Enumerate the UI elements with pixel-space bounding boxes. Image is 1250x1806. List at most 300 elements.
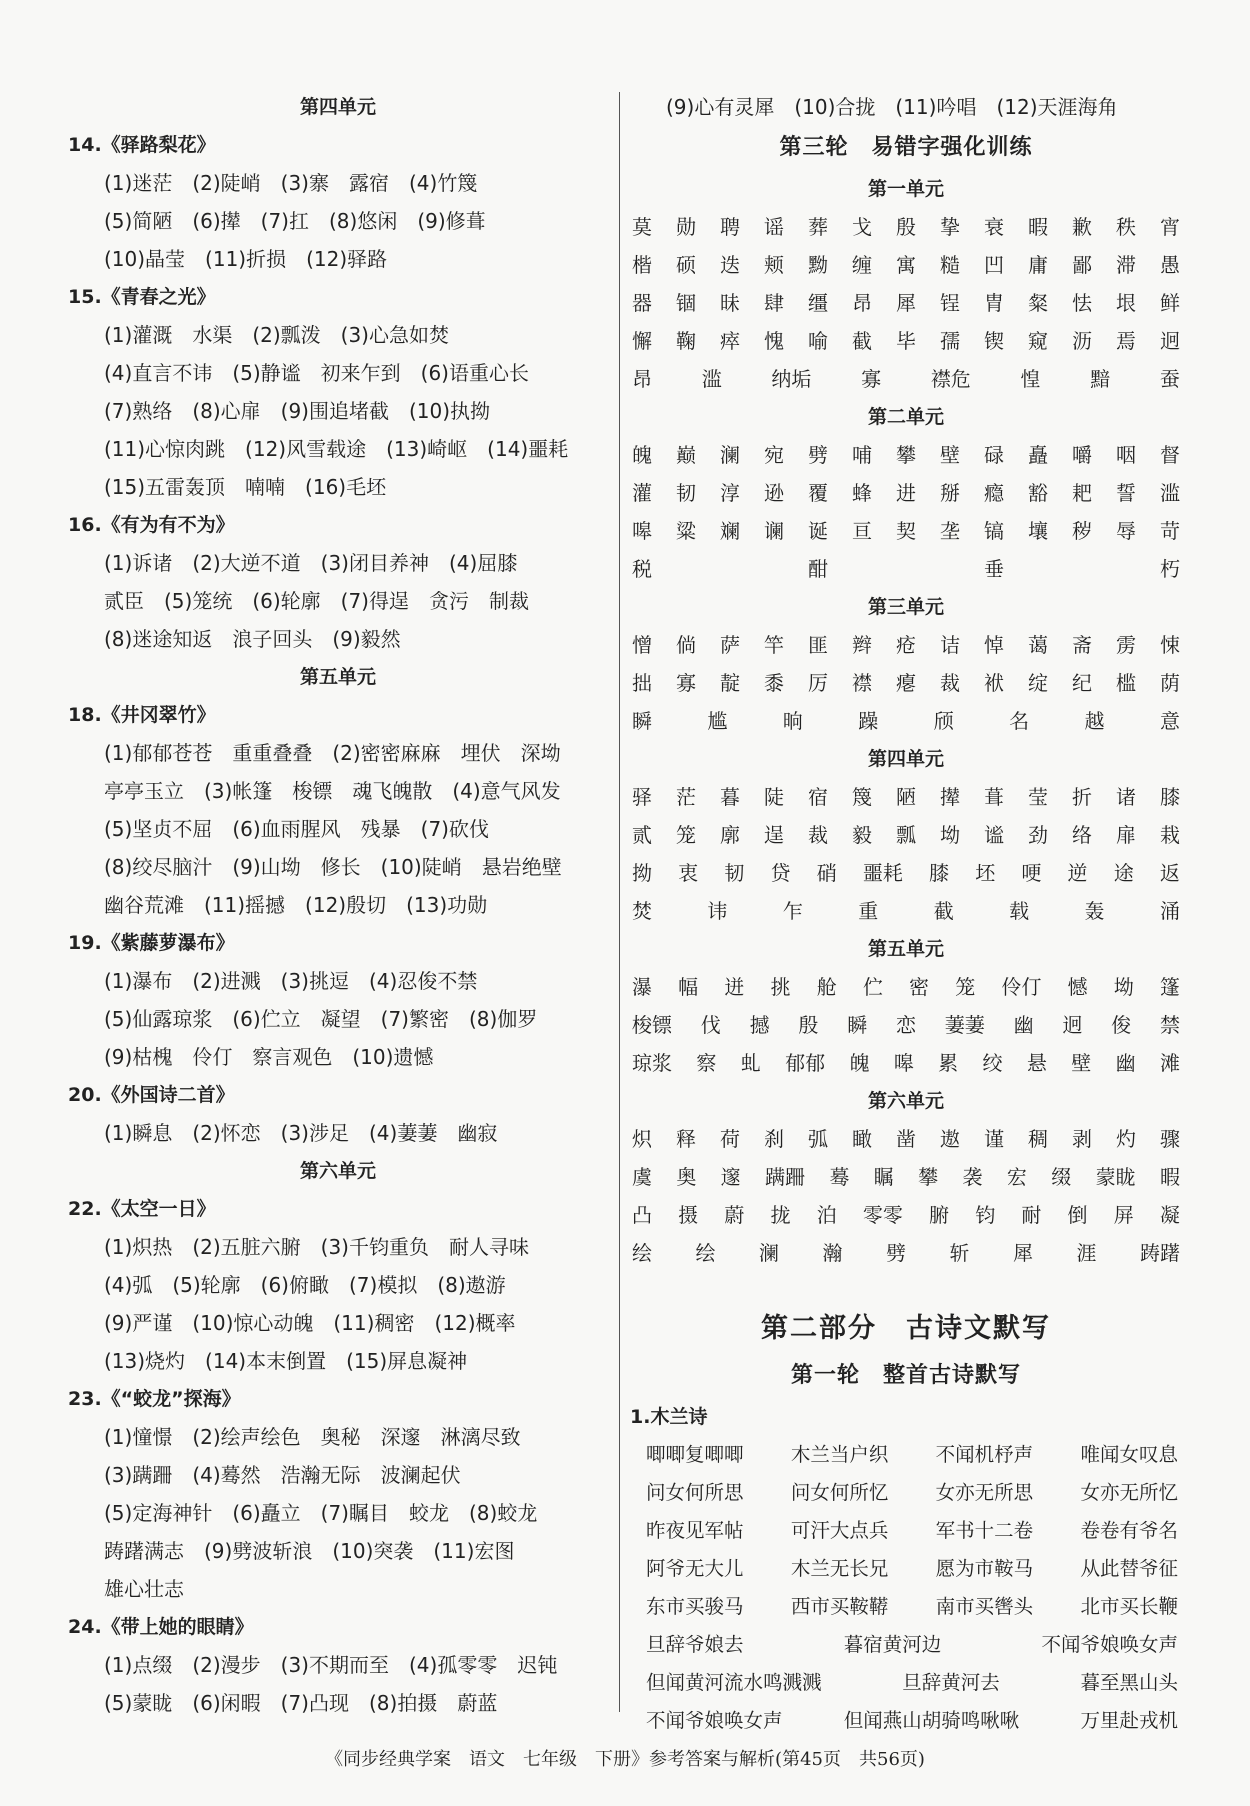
char-item: 络 bbox=[1072, 823, 1092, 847]
char-item: 谨 bbox=[984, 1127, 1004, 1151]
char-row bbox=[630, 664, 1182, 702]
char-row bbox=[630, 1196, 1182, 1234]
char-row bbox=[630, 550, 1182, 588]
char-item: 伫 bbox=[862, 975, 883, 999]
char-item: 黍 bbox=[764, 671, 784, 695]
char-item: 裁 bbox=[808, 823, 828, 847]
char-item: 拗 bbox=[632, 861, 652, 885]
char-item: 重 bbox=[858, 899, 879, 923]
poem-phrase: 女亦无所忆 bbox=[1080, 1481, 1178, 1504]
char-item: 谧 bbox=[984, 823, 1004, 847]
char-item: 纳垢 bbox=[771, 367, 812, 391]
char-item: 劈 bbox=[886, 1241, 906, 1265]
answer-line: (4)弧 (5)轮廓 (6)俯瞰 (7)模拟 (8)遨游 bbox=[104, 1273, 506, 1297]
poem-phrase: 阿爷无大儿 bbox=[646, 1557, 744, 1580]
char-item: 魄 bbox=[632, 443, 652, 467]
lesson-title: 19.《紫藤萝瀑布》 bbox=[68, 932, 235, 954]
char-item: 憾 bbox=[1067, 975, 1088, 999]
char-item: 俊 bbox=[1111, 1013, 1132, 1037]
poem-line bbox=[630, 1588, 1182, 1626]
char-item: 誓 bbox=[1116, 481, 1136, 505]
char-item: 胄 bbox=[984, 291, 1004, 315]
answer-line: (11)心惊肉跳 (12)风雪载途 (13)崎岖 (14)噩耗 bbox=[104, 437, 569, 461]
char-item: 剥 bbox=[1072, 1127, 1092, 1151]
char-item: 伶仃 bbox=[1001, 975, 1042, 999]
char-item: 匪 bbox=[808, 633, 828, 657]
char-item: 滩 bbox=[1159, 1051, 1180, 1075]
char-item: 贰 bbox=[632, 823, 652, 847]
char-item: 逆 bbox=[1067, 861, 1088, 885]
char-item: 荫 bbox=[1160, 671, 1180, 695]
char-row bbox=[630, 284, 1182, 322]
answer-line: 雄心壮志 bbox=[104, 1577, 184, 1601]
poem-phrase: 愿为市鞍马 bbox=[935, 1557, 1034, 1580]
char-item: 越 bbox=[1084, 709, 1105, 733]
poem-phrase: 东市买骏马 bbox=[646, 1595, 744, 1618]
char-item: 篷 bbox=[1159, 975, 1180, 999]
char-item: 庸 bbox=[1028, 253, 1048, 277]
char-item: 鄙 bbox=[1072, 253, 1092, 277]
answer-line: (13)烧灼 (14)本末倒置 (15)屏息凝神 bbox=[104, 1349, 468, 1373]
char-item: 乍 bbox=[782, 899, 803, 923]
char-item: 斋 bbox=[1072, 633, 1092, 657]
char-row bbox=[630, 1006, 1182, 1044]
char-item: 尴 bbox=[707, 709, 728, 733]
char-item: 碌 bbox=[984, 443, 1004, 467]
poem-phrase: 但闻燕山胡骑鸣啾啾 bbox=[843, 1709, 1020, 1732]
part-title: 第二部分 古诗文默写 bbox=[761, 1313, 1051, 1344]
char-item: 迥 bbox=[1160, 329, 1180, 353]
char-item: 虞 bbox=[632, 1165, 652, 1189]
char-item: 殷 bbox=[896, 215, 916, 239]
poem-phrase: 从此替爷征 bbox=[1080, 1557, 1178, 1580]
char-item: 滞 bbox=[1116, 253, 1136, 277]
round-title: 第三轮 易错字强化训练 bbox=[779, 135, 1033, 160]
char-item: 宵 bbox=[1160, 215, 1180, 239]
char-item: 虬 bbox=[740, 1051, 761, 1075]
char-item: 朽 bbox=[1160, 557, 1180, 581]
poem-phrase: 西市买鞍鞯 bbox=[790, 1595, 889, 1618]
char-item: 粱 bbox=[676, 519, 696, 543]
char-item: 幽 bbox=[1115, 1051, 1136, 1075]
char-item: 讳 bbox=[707, 899, 728, 923]
char-item: 撼 bbox=[749, 1013, 770, 1037]
char-item: 豁 bbox=[1028, 481, 1048, 505]
answer-line: 贰臣 (5)笼统 (6)轮廓 (7)得逞 贪污 制裁 bbox=[104, 589, 529, 613]
char-item: 瞬 bbox=[632, 709, 652, 733]
char-row bbox=[630, 968, 1182, 1006]
char-item: 迸 bbox=[724, 975, 745, 999]
lesson-title: 16.《有为有不为》 bbox=[68, 514, 235, 536]
poem-phrase: 北市买长鞭 bbox=[1080, 1595, 1178, 1618]
char-item: 谰 bbox=[764, 519, 784, 543]
char-item: 暇 bbox=[1028, 215, 1048, 239]
poem-phrase: 但闻黄河流水鸣溅溅 bbox=[646, 1671, 822, 1694]
poem-phrase: 卷卷有爷名 bbox=[1080, 1519, 1178, 1542]
char-item: 颊 bbox=[764, 253, 784, 277]
char-item: 陋 bbox=[896, 785, 916, 809]
char-row bbox=[630, 1044, 1182, 1082]
char-item: 垄 bbox=[940, 519, 960, 543]
answer-line: (1)郁郁苍苍 重重叠叠 (2)密密麻麻 埋伏 深坳 bbox=[104, 741, 561, 765]
char-item: 诘 bbox=[940, 633, 960, 657]
char-item: 税 bbox=[632, 557, 652, 581]
char-row bbox=[630, 1234, 1182, 1272]
char-item: 愧 bbox=[764, 329, 784, 353]
char-item: 幽 bbox=[1013, 1013, 1034, 1037]
char-item: 笼 bbox=[955, 975, 976, 999]
char-item: 鲜 bbox=[1160, 291, 1180, 315]
poem-phrase: 旦辞黄河去 bbox=[902, 1671, 1000, 1694]
poem-phrase: 问女何所思 bbox=[646, 1481, 744, 1504]
char-row bbox=[630, 436, 1182, 474]
char-item: 迥 bbox=[1062, 1013, 1083, 1037]
char-item: 名 bbox=[1009, 709, 1030, 733]
char-item: 撵 bbox=[940, 785, 960, 809]
char-item: 鞠 bbox=[676, 329, 696, 353]
char-item: 蚕 bbox=[1159, 367, 1180, 391]
char-item: 锲 bbox=[984, 329, 1004, 353]
char-item: 澜 bbox=[759, 1241, 779, 1265]
char-item: 寡 bbox=[676, 671, 696, 695]
char-item: 稠 bbox=[1028, 1127, 1048, 1151]
round-title: 第一轮 整首古诗默写 bbox=[790, 1363, 1021, 1388]
answer-line: (1)点缀 (2)漫步 (3)不期而至 (4)孤零零 迟钝 bbox=[104, 1653, 558, 1677]
char-item: 弧 bbox=[808, 1127, 828, 1151]
char-item: 惶 bbox=[1020, 367, 1041, 391]
char-item: 韧 bbox=[724, 861, 745, 885]
char-item: 葬 bbox=[808, 215, 828, 239]
char-item: 坯 bbox=[975, 861, 996, 885]
lesson-title: 15.《青春之光》 bbox=[68, 286, 216, 308]
char-item: 歉 bbox=[1072, 215, 1092, 239]
char-item: 钧 bbox=[975, 1203, 996, 1227]
poem-phrase: 不闻爷娘唤女声 bbox=[1041, 1633, 1178, 1656]
char-item: 瀑 bbox=[632, 975, 652, 999]
char-item: 挑 bbox=[770, 975, 791, 999]
char-item: 折 bbox=[1072, 785, 1092, 809]
char-item: 茫 bbox=[676, 785, 696, 809]
poem-line bbox=[630, 1702, 1182, 1740]
char-item: 载 bbox=[1009, 899, 1030, 923]
char-item: 戈 bbox=[852, 215, 872, 239]
char-item: 蔼 bbox=[1028, 633, 1048, 657]
char-item: 沥 bbox=[1072, 329, 1092, 353]
char-item: 楷 bbox=[632, 253, 652, 277]
char-item: 累 bbox=[938, 1051, 959, 1075]
char-item: 哽 bbox=[1021, 861, 1042, 885]
char-item: 暇 bbox=[1159, 1165, 1180, 1189]
poem-line bbox=[630, 1512, 1182, 1550]
char-item: 察 bbox=[696, 1051, 717, 1075]
char-item: 瞩 bbox=[873, 1165, 894, 1189]
char-item: 垠 bbox=[1116, 291, 1136, 315]
answer-line: (5)简陋 (6)撵 (7)扛 (8)悠闲 (9)修葺 bbox=[104, 209, 486, 233]
char-item: 滥 bbox=[701, 367, 722, 391]
char-item: 缰 bbox=[808, 291, 828, 315]
poem-phrase: 女亦无所思 bbox=[935, 1481, 1034, 1504]
unit-title: 第六单元 bbox=[867, 1090, 944, 1112]
poem-phrase: 唯闻女叹息 bbox=[1080, 1443, 1178, 1466]
char-item: 镐 bbox=[984, 519, 1004, 543]
char-item: 纪 bbox=[1072, 671, 1092, 695]
char-row bbox=[630, 626, 1182, 664]
char-item: 莹 bbox=[1028, 785, 1048, 809]
char-item: 劈 bbox=[808, 443, 828, 467]
page-footer: 《同步经典学案 语文 七年级 下册》参考答案与解析(第45页 共56页) bbox=[325, 1749, 925, 1770]
char-item: 瞰 bbox=[852, 1127, 872, 1151]
char-item: 诞 bbox=[808, 519, 828, 543]
char-item: 坳 bbox=[940, 823, 960, 847]
answer-line: (8)绞尽脑汁 (9)山坳 修长 (10)陡峭 悬岩绝壁 bbox=[104, 855, 562, 879]
char-item: 督 bbox=[1160, 443, 1180, 467]
char-item: 意 bbox=[1159, 709, 1180, 733]
poem-line bbox=[630, 1626, 1182, 1664]
char-item: 幅 bbox=[678, 975, 699, 999]
char-item: 澜 bbox=[720, 443, 740, 467]
char-row bbox=[630, 778, 1182, 816]
char-item: 逞 bbox=[764, 823, 784, 847]
char-item: 焚 bbox=[632, 899, 652, 923]
char-item: 昂 bbox=[852, 291, 872, 315]
char-item: 毕 bbox=[896, 329, 916, 353]
char-item: 喻 bbox=[808, 329, 828, 353]
char-item: 绽 bbox=[1028, 671, 1048, 695]
char-item: 瘁 bbox=[720, 329, 740, 353]
poem-line bbox=[630, 1664, 1182, 1702]
poem-line bbox=[630, 1474, 1182, 1512]
char-item: 郁郁 bbox=[785, 1051, 826, 1075]
char-item: 陡 bbox=[764, 785, 784, 809]
char-item: 淳 bbox=[720, 481, 740, 505]
answer-line: (1)憧憬 (2)绘声绘色 奥秘 深邃 淋漓尽致 bbox=[104, 1425, 521, 1449]
char-item: 靛 bbox=[720, 671, 740, 695]
char-item: 粲 bbox=[1028, 291, 1048, 315]
char-item: 硝 bbox=[816, 861, 837, 885]
lesson-title: 20.《外国诗二首》 bbox=[68, 1084, 235, 1106]
char-item: 暮 bbox=[720, 785, 740, 809]
poem-phrase: 唧唧复唧唧 bbox=[646, 1443, 744, 1466]
unit-title: 第二单元 bbox=[867, 406, 944, 428]
char-item: 矗 bbox=[1028, 443, 1048, 467]
char-item: 亘 bbox=[852, 519, 872, 543]
answer-line: (9)严谨 (10)惊心动魄 (11)稠密 (12)概率 bbox=[104, 1311, 516, 1335]
char-item: 逊 bbox=[764, 481, 784, 505]
char-item: 骤 bbox=[1160, 1127, 1180, 1151]
char-item: 迭 bbox=[720, 253, 740, 277]
char-item: 踌躇 bbox=[1140, 1241, 1180, 1265]
char-item: 瓢 bbox=[896, 823, 916, 847]
char-item: 锢 bbox=[676, 291, 696, 315]
char-item: 疮 bbox=[896, 633, 916, 657]
char-item: 谣 bbox=[764, 215, 784, 239]
char-row bbox=[630, 1158, 1182, 1196]
char-item: 硕 bbox=[676, 253, 696, 277]
lesson-title: 23.《“蛟龙”探海》 bbox=[68, 1388, 241, 1410]
char-item: 滥 bbox=[1160, 481, 1180, 505]
char-item: 绘 bbox=[695, 1241, 716, 1265]
char-item: 壁 bbox=[1071, 1051, 1092, 1075]
left-column bbox=[68, 88, 608, 1722]
answer-line: (7)熟络 (8)心扉 (9)围追堵截 (10)执拗 bbox=[104, 399, 491, 423]
char-item: 轰 bbox=[1084, 899, 1105, 923]
char-item: 葺 bbox=[984, 785, 1004, 809]
char-item: 宛 bbox=[764, 443, 784, 467]
char-item: 嚼 bbox=[1072, 443, 1092, 467]
char-item: 笼 bbox=[676, 823, 696, 847]
lesson-title: 24.《带上她的眼睛》 bbox=[68, 1616, 254, 1638]
poem-phrase: 南市买辔头 bbox=[935, 1595, 1034, 1618]
char-item: 密 bbox=[909, 975, 930, 999]
char-item: 颀 bbox=[933, 709, 954, 733]
poem-phrase: 不闻机杼声 bbox=[935, 1443, 1034, 1466]
char-item: 垂 bbox=[984, 557, 1004, 581]
poem-phrase: 问女何所忆 bbox=[790, 1481, 889, 1504]
poem-line bbox=[630, 1436, 1182, 1474]
char-row bbox=[630, 474, 1182, 512]
char-item: 炽 bbox=[632, 1127, 652, 1151]
char-item: 斓 bbox=[720, 519, 740, 543]
answer-line: (1)诉诸 (2)大逆不道 (3)闭目养神 (4)屈膝 bbox=[104, 551, 518, 575]
char-row bbox=[630, 702, 1182, 740]
answer-line: (5)定海神针 (6)矗立 (7)瞩目 蛟龙 (8)蛟龙 bbox=[104, 1501, 538, 1525]
char-item: 缀 bbox=[1051, 1165, 1072, 1189]
char-item: 斩 bbox=[949, 1241, 970, 1265]
char-item: 犀 bbox=[896, 291, 916, 315]
char-item: 悚 bbox=[1160, 633, 1180, 657]
lesson-title: 22.《太空一日》 bbox=[68, 1198, 216, 1220]
answer-line: 亭亭玉立 (3)帐篷 梭镖 魂飞魄散 (4)意气风发 bbox=[104, 779, 561, 803]
unit-title: 第四单元 bbox=[867, 748, 944, 770]
char-item: 攀 bbox=[918, 1165, 939, 1189]
char-item: 锃 bbox=[940, 291, 960, 315]
char-item: 韧 bbox=[676, 481, 696, 505]
char-item: 荷 bbox=[720, 1127, 740, 1151]
answer-line: (3)蹒跚 (4)蓦然 浩瀚无际 波澜起伏 bbox=[104, 1463, 461, 1487]
char-item: 凝 bbox=[1159, 1203, 1180, 1227]
char-item: 辱 bbox=[1116, 519, 1136, 543]
char-item: 禁 bbox=[1159, 1013, 1180, 1037]
poem-phrase: 军书十二卷 bbox=[935, 1519, 1034, 1542]
poem-title: 1.木兰诗 bbox=[630, 1406, 708, 1428]
char-item: 契 bbox=[896, 519, 916, 543]
char-item: 途 bbox=[1113, 861, 1134, 885]
answer-line: 踌躇满志 (9)劈波斩浪 (10)突袭 (11)宏图 bbox=[104, 1539, 515, 1563]
answer-line: (9)枯槐 伶仃 察言观色 (10)遗憾 bbox=[104, 1045, 434, 1069]
char-item: 恋 bbox=[895, 1013, 916, 1037]
char-item: 黝 bbox=[808, 253, 828, 277]
char-item: 嗥 bbox=[893, 1051, 914, 1075]
char-item: 掰 bbox=[940, 481, 960, 505]
char-item: 拢 bbox=[770, 1203, 791, 1227]
unit-title: 第六单元 bbox=[299, 1160, 376, 1182]
answer-line: (1)迷茫 (2)陡峭 (3)寨 露宿 (4)竹篾 bbox=[104, 171, 478, 195]
char-item: 凸 bbox=[632, 1203, 652, 1227]
column-divider bbox=[619, 92, 620, 1712]
char-item: 昂 bbox=[632, 367, 652, 391]
poem-phrase: 旦辞爷娘去 bbox=[646, 1633, 744, 1656]
char-item: 莫 bbox=[632, 215, 652, 239]
char-item: 裁 bbox=[940, 671, 960, 695]
lesson-title: 14.《驿路梨花》 bbox=[68, 134, 216, 156]
char-item: 拙 bbox=[632, 671, 652, 695]
char-item: 孺 bbox=[940, 329, 960, 353]
char-item: 栽 bbox=[1160, 823, 1180, 847]
char-item: 壤 bbox=[1028, 519, 1048, 543]
char-item: 伐 bbox=[700, 1013, 721, 1037]
char-row bbox=[630, 892, 1182, 930]
char-item: 蹒跚 bbox=[765, 1165, 806, 1189]
char-item: 昧 bbox=[720, 291, 740, 315]
answer-line: (5)仙露琼浆 (6)伫立 凝望 (7)繁密 (8)伽罗 bbox=[104, 1007, 538, 1031]
char-item: 摄 bbox=[678, 1203, 699, 1227]
char-item: 躁 bbox=[858, 709, 879, 733]
char-item: 凹 bbox=[984, 253, 1004, 277]
char-item: 瘪 bbox=[896, 671, 916, 695]
char-item: 蒙眬 bbox=[1095, 1165, 1136, 1189]
char-item: 返 bbox=[1159, 861, 1180, 885]
char-item: 萋萋 bbox=[944, 1013, 985, 1037]
char-item: 竿 bbox=[764, 633, 784, 657]
char-item: 愚 bbox=[1160, 253, 1180, 277]
char-item: 琼浆 bbox=[632, 1051, 672, 1075]
char-item: 瀚 bbox=[822, 1241, 843, 1265]
answer-line: (1)炽热 (2)五脏六腑 (3)千钧重负 耐人寻味 bbox=[104, 1235, 529, 1259]
unit-title: 第三单元 bbox=[867, 596, 944, 618]
poem-line bbox=[630, 1550, 1182, 1588]
char-item: 绞 bbox=[982, 1051, 1003, 1075]
char-item: 涯 bbox=[1076, 1241, 1097, 1265]
char-item: 截 bbox=[933, 899, 954, 923]
char-item: 截 bbox=[852, 329, 872, 353]
char-item: 襟危 bbox=[930, 367, 971, 391]
char-item: 耙 bbox=[1072, 481, 1092, 505]
spacer bbox=[630, 1272, 1182, 1304]
poem-phrase: 可汗大点兵 bbox=[790, 1519, 889, 1542]
char-item: 秩 bbox=[1116, 215, 1136, 239]
char-item: 覆 bbox=[808, 481, 828, 505]
char-item: 贷 bbox=[770, 861, 791, 885]
char-item: 遨 bbox=[940, 1127, 960, 1151]
answer-line: (1)瞬息 (2)怀恋 (3)涉足 (4)萋萋 幽寂 bbox=[104, 1121, 498, 1145]
char-item: 寡 bbox=[861, 367, 882, 391]
char-item: 怯 bbox=[1072, 291, 1092, 315]
answer-line: (10)晶莹 (11)折损 (12)驿路 bbox=[104, 247, 388, 271]
char-item: 槛 bbox=[1116, 671, 1136, 695]
char-item: 哺 bbox=[852, 443, 872, 467]
char-row bbox=[630, 854, 1182, 892]
char-item: 辫 bbox=[852, 633, 872, 657]
char-item: 宿 bbox=[808, 785, 828, 809]
answer-line: (5)蒙眬 (6)闲暇 (7)凸现 (8)拍摄 蔚蓝 bbox=[104, 1691, 498, 1715]
char-item: 聘 bbox=[720, 215, 740, 239]
poem-phrase: 暮宿黄河边 bbox=[843, 1633, 942, 1656]
char-item: 膝 bbox=[1160, 785, 1180, 809]
char-item: 窥 bbox=[1028, 329, 1048, 353]
char-item: 毅 bbox=[852, 823, 872, 847]
answer-line: (15)五雷轰顶 喃喃 (16)毛坯 bbox=[104, 475, 387, 499]
char-item: 梭镖 bbox=[632, 1013, 672, 1037]
char-item: 巅 bbox=[676, 443, 696, 467]
char-item: 衰 bbox=[984, 215, 1004, 239]
char-item: 驿 bbox=[632, 785, 652, 809]
char-item: 灼 bbox=[1116, 1127, 1136, 1151]
char-item: 咽 bbox=[1116, 443, 1136, 467]
char-item: 蔚 bbox=[724, 1203, 745, 1227]
poem-phrase: 木兰无长兄 bbox=[790, 1557, 889, 1580]
char-item: 魄 bbox=[849, 1051, 870, 1075]
char-item: 劲 bbox=[1028, 823, 1048, 847]
